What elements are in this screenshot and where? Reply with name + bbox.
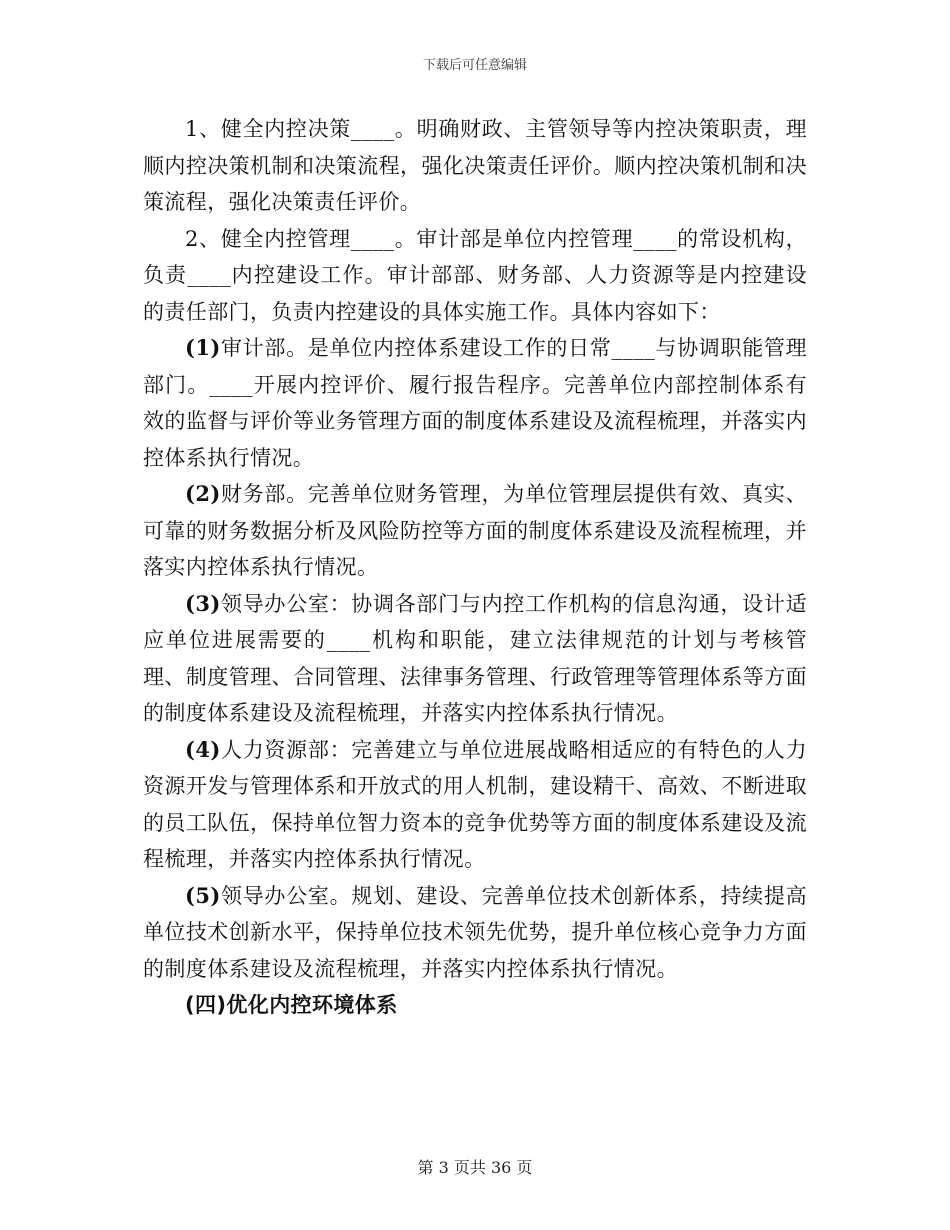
paragraph-text: 人力资源部：完善建立与单位进展战略相适应的有特色的人力资源开发与管理体系和开放式的用人机制，建设精干、高效、不断进取的员工队伍，保持单位智力资本的竞争优势等方面的制度体系建设及流程梳理，并落实内控体系执行情况。 xyxy=(143,737,807,871)
paragraph-text: 审计部。是单位内控体系建设工作的日常____与协调职能管理部门。____开展内控评价、履行报告程序。完善单位内部控制体系有效的监督与评价等业务管理方面的制度体系建设及流程梳理，并落实内控体系执行情况。 xyxy=(143,336,807,470)
paragraph-number: (2) xyxy=(185,481,221,506)
header-note: 下载后可任意编辑 xyxy=(422,58,527,73)
section-heading: (四)优化内控环境体系 xyxy=(185,993,398,1017)
paragraph-leadership-office-tech xyxy=(143,878,807,988)
paragraph-2 xyxy=(143,221,807,331)
document-body xyxy=(143,111,807,1024)
paragraph-leadership-office xyxy=(143,586,807,732)
paragraph-hr-dept xyxy=(143,732,807,878)
paragraph-1 xyxy=(143,111,807,221)
paragraph-number: (4) xyxy=(185,736,221,762)
paragraph-text: 财务部。完善单位财务管理，为单位管理层提供有效、真实、可靠的财务数据分析及风险防控等方面的制度体系建设及流程梳理，并落实内控体系执行情况。 xyxy=(143,482,807,579)
paragraph-number: (3) xyxy=(185,590,221,616)
paragraph-text: 1、健全内控决策____。明确财政、主管领导等内控决策职责，理顺内控决策机制和决策流程，强化决策责任评价。顺内控决策机制和决策流程，强化决策责任评价。 xyxy=(143,117,807,214)
page-number: 第 3 页共 36 页 xyxy=(417,1158,533,1177)
paragraph-finance-dept xyxy=(143,476,807,586)
paragraph-number: (1) xyxy=(185,335,221,360)
paragraph-text: 2、健全内控管理____。审计部是单位内控管理____的常设机构，负责____内控建设工作。审计部部、财务部、人力资源等是内控建设的责任部门，负责内控建设的具体实施工作。具体内容如下： xyxy=(143,226,807,324)
paragraph-text: 领导办公室。规划、建设、完善单位技术创新体系，持续提高单位技术创新水平，保持单位技术领先优势，提升单位核心竞争力方面的制度体系建设及流程梳理，并落实内控体系执行情况。 xyxy=(143,883,807,981)
paragraph-number: (5) xyxy=(185,882,221,908)
paragraph-audit-dept xyxy=(143,330,807,476)
paragraph-text: 领导办公室：协调各部门与内控工作机构的信息沟通，设计适应单位进展需要的____机构和职能，建立法律规范的计划与考核管理、制度管理、合同管理、法律事务管理、行政管理等管理体系等方面的制度体系建设及流程梳理，并落实内控体系执行情况。 xyxy=(143,591,807,725)
